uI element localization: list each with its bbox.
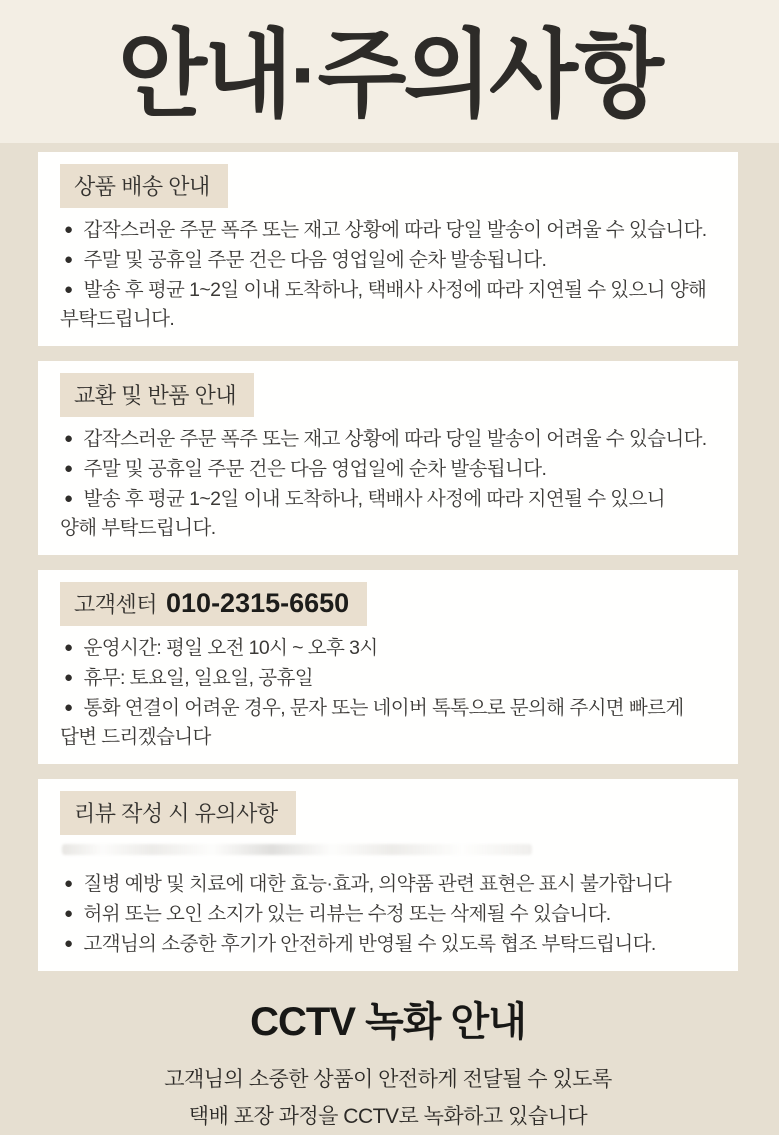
continuation-line [60, 514, 716, 543]
bullet-dot-icon: ● [64, 490, 73, 507]
cards [38, 152, 738, 971]
line-text: 발송 후 평균 1~2일 이내 도착하나, 택배사 사정에 따라 지연될 수 있으니 [83, 488, 665, 510]
line-text: 고객님의 소중한 후기가 안전하게 반영될 수 있도록 협조 부탁드립니다. [83, 933, 656, 955]
section-heading-label: 고객센터 [74, 592, 158, 617]
page-title: 안내·주의사항 [118, 21, 661, 128]
section-heading-label: 상품 배송 안내 [74, 174, 210, 199]
line-text: 통화 연결이 어려운 경우, 문자 또는 네이버 톡톡으로 문의해 주시면 빠르게 [83, 697, 684, 719]
bullet-line [60, 633, 716, 663]
bullet-line [60, 215, 716, 245]
bullet-dot-icon: ● [64, 639, 73, 656]
line-text: 답변 드리겠습니다 [60, 726, 211, 748]
bullet-dot-icon: ● [64, 875, 73, 892]
line-text: 휴무: 토요일, 일요일, 공휴일 [83, 667, 313, 689]
bullet-dot-icon: ● [64, 281, 73, 298]
bullet-line [60, 484, 716, 514]
bullet-line [60, 929, 716, 959]
section-heading [60, 791, 296, 835]
section-heading [60, 164, 228, 208]
section-card-4 [38, 779, 738, 971]
bullet-line [60, 454, 716, 484]
bullet-line [60, 869, 716, 899]
line-text: 갑작스러운 주문 폭주 또는 재고 상황에 따라 당일 발송이 어려울 수 있습니다. [83, 219, 707, 241]
section-heading [60, 582, 367, 626]
bullet-dot-icon: ● [64, 430, 73, 447]
bullet-dot-icon: ● [64, 699, 73, 716]
cctv-notice-title: CCTV 녹화 안내 [250, 1000, 526, 1044]
section-heading-phone: 010-2315-6650 [166, 588, 350, 618]
bullet-dot-icon: ● [64, 935, 73, 952]
line-text: 운영시간: 평일 오전 10시 ~ 오후 3시 [83, 637, 378, 659]
line-text: 주말 및 공휴일 주문 건은 다음 영업일에 순차 발송됩니다. [83, 249, 547, 271]
line-text: 허위 또는 오인 소지가 있는 리뷰는 수정 또는 삭제될 수 있습니다. [83, 903, 611, 925]
title-band [0, 0, 779, 143]
bullet-line [60, 245, 716, 275]
line-text: 부탁드립니다. [60, 308, 175, 330]
bullet-dot-icon: ● [64, 669, 73, 686]
bullet-line [60, 424, 716, 454]
section-heading-label: 리뷰 작성 시 유의사항 [74, 801, 278, 826]
line-text: 발송 후 평균 1~2일 이내 도착하나, 택배사 사정에 따라 지연될 수 있으니 양해 [83, 279, 707, 301]
section-heading-label: 교환 및 반품 안내 [74, 383, 237, 408]
section-card-3 [38, 570, 738, 764]
section-lines [60, 633, 716, 752]
cctv-notice-line-2: 택배 포장 과정을 CCTV로 녹화하고 있습니다 [188, 1105, 588, 1128]
cctv-notice-line-1: 고객님의 소중한 상품이 안전하게 전달될 수 있도록 [164, 1068, 612, 1091]
line-text: 양해 부탁드립니다. [60, 517, 216, 539]
continuation-line [60, 305, 716, 334]
section-lines [60, 869, 716, 959]
bullet-line [60, 663, 716, 693]
line-text: 갑작스러운 주문 폭주 또는 재고 상황에 따라 당일 발송이 어려울 수 있습니다. [83, 428, 707, 450]
section-lines [60, 215, 716, 334]
section-card-2 [38, 361, 738, 555]
bullet-dot-icon: ● [64, 460, 73, 477]
erased-text-smudge [62, 844, 532, 855]
cctv-notice [38, 986, 738, 1135]
bullet-line [60, 275, 716, 305]
bullet-dot-icon: ● [64, 221, 73, 238]
bullet-line [60, 899, 716, 929]
line-text: 주말 및 공휴일 주문 건은 다음 영업일에 순차 발송됩니다. [83, 458, 547, 480]
section-card-1 [38, 152, 738, 346]
bullet-line [60, 693, 716, 723]
section-heading [60, 373, 254, 417]
bullet-dot-icon: ● [64, 905, 73, 922]
continuation-line [60, 723, 716, 752]
bullet-dot-icon: ● [64, 251, 73, 268]
line-text: 질병 예방 및 치료에 대한 효능·효과, 의약품 관련 표현은 표시 불가합니다 [83, 873, 672, 895]
section-lines [60, 424, 716, 543]
main-area [0, 143, 779, 1135]
